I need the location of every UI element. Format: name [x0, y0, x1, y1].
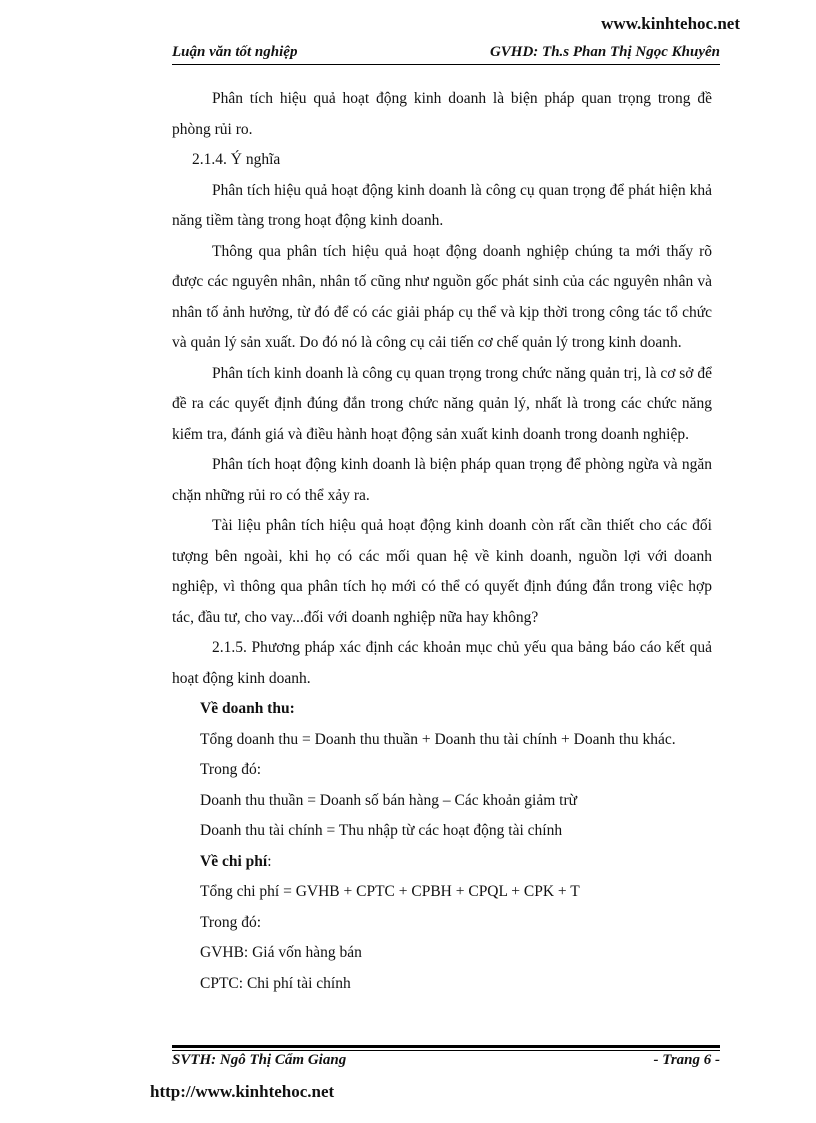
cost-total-formula: Tổng chi phí = GVHB + CPTC + CPBH + CPQL + CPK + T: [200, 883, 580, 900]
page-footer: [172, 1052, 720, 1074]
revenue-where: Trong đó:: [200, 761, 262, 778]
revenue-heading: Về doanh thu:: [200, 700, 295, 717]
footer-divider-thin: [172, 1050, 720, 1051]
revenue-total-formula: Tổng doanh thu = Doanh thu thuần + Doanh thu tài chính + Doanh thu khác.: [200, 730, 676, 748]
cost-heading: Về chi phí: [200, 852, 268, 870]
header-title: Luận văn tốt nghiệp: [172, 44, 298, 60]
page-body: [172, 84, 712, 999]
net-revenue-formula: Doanh thu thuần = Doanh số bán hàng – Các khoản giảm trừ: [200, 791, 578, 809]
paragraph: Phân tích kinh doanh là công cụ quan trọng trong chức năng quản trị, là cơ sở để đề ra các quyết định đúng đắn trong chức năng quản lý, nhất là trong các chức năng kiểm tra, đánh giá và điều hành hoạt động sản xuất kinh doanh trong doanh nghiệp.: [172, 364, 713, 443]
section-heading-2-1-4: 2.1.4. Ý nghĩa: [192, 151, 281, 168]
header-divider: [172, 64, 720, 65]
page-number: - Trang 6 -: [653, 1052, 720, 1068]
header-advisor: GVHD: Th.s Phan Thị Ngọc Khuyên: [489, 44, 720, 60]
cost-where: Trong đó:: [200, 913, 262, 931]
paragraph: Thông qua phân tích hiệu quả hoạt động doanh nghiệp chúng ta mới thấy rõ được các nguyên nhân, nhân tố cũng như nguồn gốc phát sinh của các nguyên nhân và nhân tố ảnh hưởng, từ đó để có các giải pháp cụ thể và kịp thời trong công tác tổ chức và quản lý sản xuất. Do đó nó là công cụ cải tiến cơ chế quản lý trong kinh doanh.: [172, 242, 712, 351]
site-url-bottom[interactable]: http://www.kinhtehoc.net: [150, 1082, 335, 1101]
paragraph: Phân tích hiệu quả hoạt động kinh doanh là biện pháp quan trọng trong đề phòng rủi ro.: [172, 90, 712, 138]
site-url-top: www.kinhtehoc.net: [601, 14, 740, 33]
cost-heading-colon: :: [267, 852, 272, 870]
cptc-definition: CPTC: Chi phí tài chính: [200, 974, 351, 992]
footer-divider-thick: [172, 1045, 720, 1048]
page-header: [172, 44, 720, 66]
paragraph: Phân tích hiệu quả hoạt động kinh doanh là công cụ quan trọng để phát hiện khả năng tiềm tàng trong hoạt động kinh doanh.: [172, 181, 712, 229]
paragraph: Phân tích hoạt động kinh doanh là biện pháp quan trọng để phòng ngừa và ngăn chặn những rủi ro có thể xảy ra.: [172, 456, 712, 504]
financial-revenue-formula: Doanh thu tài chính = Thu nhập từ các hoạt động tài chính: [200, 822, 563, 839]
section-heading-2-1-5: 2.1.5. Phương pháp xác định các khoản mục chủ yếu qua bảng báo cáo kết quả hoạt động kinh doanh.: [172, 639, 712, 687]
footer-author: SVTH: Ngô Thị Cẩm Giang: [172, 1052, 347, 1068]
cost-heading-line: [172, 847, 712, 878]
paragraph: Tài liệu phân tích hiệu quả hoạt động kinh doanh còn rất cần thiết cho các đối tượng bên ngoài, khi họ có các mối quan hệ về kinh doanh, nguồn lợi với doanh nghiệp, vì thông qua phân tích họ mới có thể có quyết định đúng đắn trong việc hợp tác, đầu tư, cho vay...đối với doanh nghiệp nữa hay không?: [172, 517, 712, 626]
gvhb-definition: GVHB: Giá vốn hàng bán: [200, 944, 362, 961]
